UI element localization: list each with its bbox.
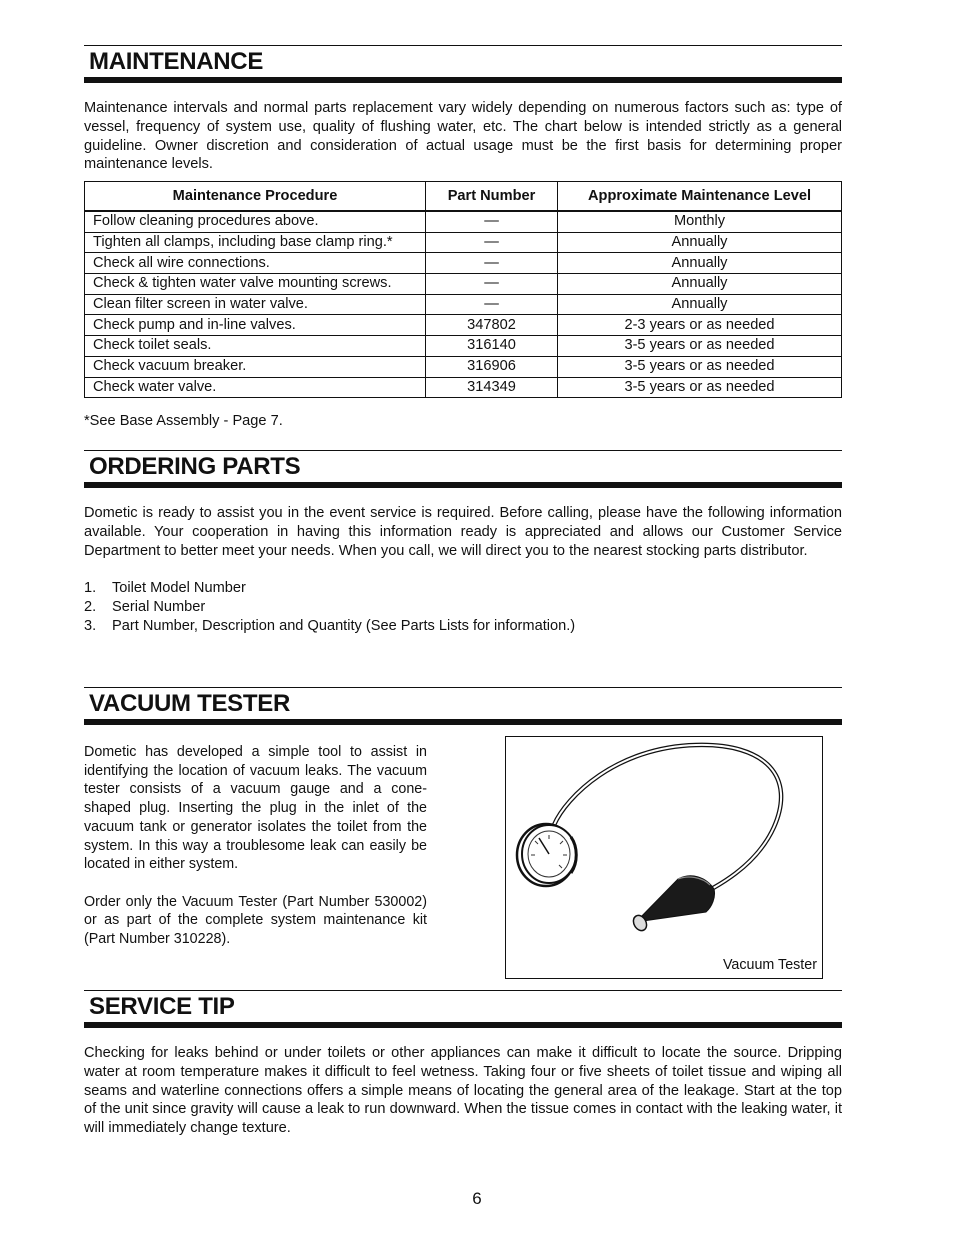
header-level: Approximate Maintenance Level: [558, 182, 842, 212]
procedure-cell: Check pump and in-line valves.: [85, 315, 426, 336]
header-part-number: Part Number: [426, 182, 558, 212]
section-rule-top: [84, 45, 842, 46]
table-row: [85, 294, 842, 315]
figure-caption: Vacuum Tester: [722, 957, 817, 973]
table-row: [85, 232, 842, 253]
part-number-cell: 316906: [426, 356, 558, 377]
section-rule-top: [84, 990, 842, 991]
procedure-cell: Check vacuum breaker.: [85, 356, 426, 377]
level-cell: Monthly: [558, 211, 842, 232]
ordering-header: [84, 450, 842, 488]
level-cell: 2-3 years or as needed: [558, 315, 842, 336]
part-number-cell: 314349: [426, 377, 558, 398]
section-rule-bottom: [84, 719, 842, 725]
level-cell: 3-5 years or as needed: [558, 336, 842, 357]
table-row: [85, 377, 842, 398]
procedure-cell: Check & tighten water valve mounting screws.: [85, 274, 426, 295]
table-row: [85, 356, 842, 377]
section-title: SERVICE TIP: [89, 993, 235, 1020]
service-header: [84, 990, 842, 1028]
part-number-cell: —: [426, 274, 558, 295]
procedure-cell: Tighten all clamps, including base clamp ring.*: [85, 232, 426, 253]
required-info-list: [84, 579, 575, 635]
section-title: VACUUM TESTER: [89, 690, 290, 717]
section-title: MAINTENANCE: [89, 48, 264, 75]
vacuum-tester-figure: [505, 736, 823, 979]
cone-plug-icon: [631, 876, 715, 933]
table-row: [85, 211, 842, 232]
service-tip-text: Checking for leaks behind or under toilets or other appliances can make it difficult to locate the source. Dripping water at room temperature makes it difficult to feel wetness. Taking four or five sheets of toilet tissue and wiping all seams and waterline connections offers a simple means of locating the general area of the leakage. Start at the top of the unit since gravity will cause a leak to run downward. When the tissue comes in contact with the leaking water, it will immediately change texture.: [84, 1045, 842, 1137]
hose: [554, 745, 781, 897]
procedure-cell: Check water valve.: [85, 377, 426, 398]
section-rule-bottom: [84, 77, 842, 83]
table-row: [85, 336, 842, 357]
header-procedure: Maintenance Procedure: [85, 182, 426, 212]
level-cell: Annually: [558, 274, 842, 295]
maintenance-table: [84, 181, 842, 398]
part-number-cell: —: [426, 211, 558, 232]
section-rule-top: [84, 450, 842, 451]
part-number-cell: —: [426, 294, 558, 315]
part-number-cell: 347802: [426, 315, 558, 336]
section-rule-bottom: [84, 482, 842, 488]
section-rule-top: [84, 687, 842, 688]
level-cell: Annually: [558, 232, 842, 253]
level-cell: Annually: [558, 294, 842, 315]
list-item: 2. Serial Number: [84, 598, 206, 615]
part-number-cell: —: [426, 232, 558, 253]
level-cell: Annually: [558, 253, 842, 274]
maintenance-header: [84, 45, 842, 83]
table-row: [85, 253, 842, 274]
list-item: 3. Part Number, Description and Quantity (See Parts Lists for information.): [84, 617, 576, 634]
vacuum-gauge-icon: [517, 824, 576, 886]
level-cell: 3-5 years or as needed: [558, 377, 842, 398]
section-rule-bottom: [84, 1022, 842, 1028]
procedure-cell: Follow cleaning procedures above.: [85, 211, 426, 232]
table-row: [85, 315, 842, 336]
section-title: ORDERING PARTS: [89, 453, 301, 480]
vacuum-tester-illustration: [506, 737, 822, 978]
vacuum-description: Dometic has developed a simple tool to assist in identifying the location of vacuum leaks. The vacuum tester consists of a vacuum gauge and a cone-shaped plug. Inserting the plug in the inlet of the vacuum tank or generator isolates the toilet from the system. In this way a troublesome leak can easily be located in either system. Order only the Vacuum Tester (Part Number 530002) or as part of the complete system maintenance kit (Part Number 310228).: [84, 744, 427, 948]
procedure-cell: Check all wire connections.: [85, 253, 426, 274]
part-number-cell: 316140: [426, 336, 558, 357]
page-number: 6: [472, 1189, 482, 1208]
part-number-cell: —: [426, 253, 558, 274]
procedure-cell: Clean filter screen in water valve.: [85, 294, 426, 315]
table-header-row: [85, 182, 842, 212]
maintenance-footnote: *See Base Assembly - Page 7.: [84, 413, 283, 429]
maintenance-intro: Maintenance intervals and normal parts replacement vary widely depending on numerous factors such as: type of vessel, frequency of system use, quality of flushing water, etc. The chart below is intended strictly as a general guideline. Owner discretion and consideration of actual usage must be the first basis for determining proper maintenance levels.: [84, 100, 842, 173]
list-item: 1. Toilet Model Number: [84, 580, 246, 596]
ordering-intro: Dometic is ready to assist you in the event service is required. Before calling, please have the following information available. Your cooperation in having this information ready is appreciated and allows our Customer Service Department to better meet your needs. When you call, we will direct you to the nearest stocking parts distributor.: [84, 505, 842, 559]
vacuum-header: [84, 687, 842, 725]
procedure-cell: Check toilet seals.: [85, 336, 426, 357]
level-cell: 3-5 years or as needed: [558, 356, 842, 377]
table-row: [85, 274, 842, 295]
